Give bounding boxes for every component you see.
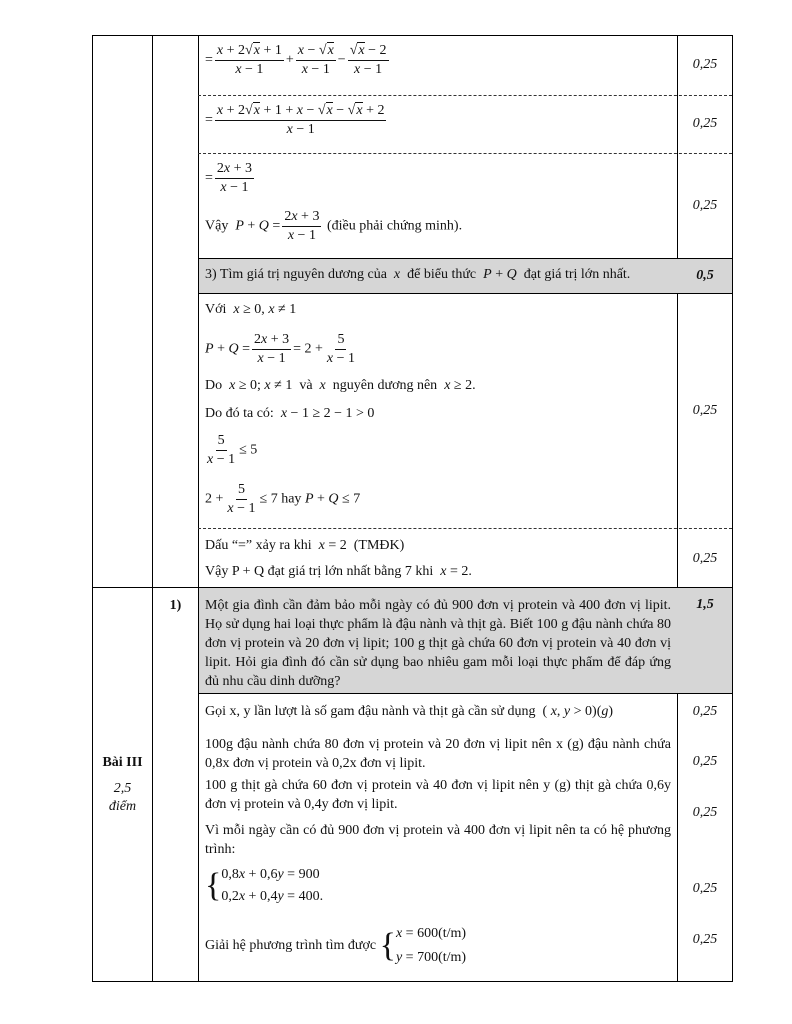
- score: 0,25: [692, 551, 718, 566]
- conclusion-line: Vậy P + Q = $\frac{2x + 3}{x - 1}$ (điều phải chứng minh).: [205, 209, 463, 243]
- hence-label: Do đó ta có:: [205, 406, 274, 421]
- expr-p-plus-q: P + Q = $\frac{2x + 3}{x - 1}$ = 2 + $\frac{5}{x - 1}$: [205, 332, 356, 366]
- question-prefix: 3) Tìm giá trị nguyên dương của: [205, 267, 387, 282]
- row-divider: [198, 693, 732, 694]
- table-border-top: [92, 35, 733, 36]
- solution-line: Giải hệ phương trình tìm được {x = 600(t/m) y = 700(t/m): [205, 926, 467, 965]
- conclusion-prefix: Vậy: [205, 218, 229, 234]
- row-divider: [198, 153, 732, 154]
- step5-text: Giải hệ phương trình tìm được: [205, 938, 377, 954]
- condition-line: Với x ≥ 0, x ≠ 1: [205, 302, 297, 317]
- row-divider: [198, 528, 732, 529]
- score: 0,25: [692, 932, 718, 947]
- score: 0,25: [692, 57, 718, 72]
- question-3: 3) Tìm giá trị nguyên dương của x để biểu thức P + Q đạt giá trị lớn nhất.: [205, 267, 631, 282]
- since-suffix: nguyên dương nên: [332, 378, 438, 393]
- ineq-fraction: $\frac{5}{x - 1}$ ≤ 5: [207, 433, 258, 467]
- ineq-sum: 2 + $\frac{5}{x - 1}$ ≤ 7 hay P + Q ≤ 7: [205, 482, 361, 516]
- step4-text: Vì mỗi ngày cần có đủ 900 đơn vị protein và 400 đơn vị lipit nên ta có hệ phương trình:: [205, 823, 671, 857]
- conclusion-suffix: (điều phải chứng minh).: [326, 218, 463, 234]
- hence-line: Do đó ta có: x − 1 ≥ 2 − 1 > 0: [205, 406, 375, 421]
- table-border-right: [732, 35, 733, 982]
- score: 0,5: [696, 268, 714, 283]
- expr-sum-fractions: = $\frac{x + 2√x + 1}{x - 1}$ + $\frac{x - √x}{x - 1}$ − $\frac{√x - 2}{x - 1}$: [205, 43, 387, 77]
- table-border-col2: [152, 35, 153, 982]
- score: 0,25: [692, 403, 718, 418]
- final-line: Vậy P + Q đạt giá trị lớn nhất bằng 7 khi x = 2.: [205, 564, 472, 579]
- left-brace: {: [205, 867, 222, 904]
- since-line: Do x ≥ 0; x ≠ 1 và x nguyên dương nên x ≥ 2.: [205, 378, 476, 393]
- step3-text: 100 g thịt gà chứa 60 đơn vị protein và 40 đơn vị lipit nên y (g) thịt gà chứa 0,6y đơn vị protein và 0,4y đơn vị lipit.: [205, 778, 671, 812]
- question-suffix: đạt giá trị lớn nhất.: [523, 267, 631, 282]
- since-prefix: Do: [205, 378, 223, 393]
- expr-combined-fraction: = $\frac{x + 2√x + 1 + x - √x - √x + 2}{x - 1}$: [205, 103, 385, 137]
- step1-text: Gọi x, y lần lượt là số gam đậu nành và thịt gà cần sử dụng: [205, 704, 536, 719]
- equation-system: {0,8x + 0,6y = 900 0,2x + 0,4y = 400.: [205, 867, 324, 904]
- row-divider: [198, 293, 732, 294]
- problem-text: Một gia đình cần đảm bảo mỗi ngày có đủ 900 đơn vị protein và 400 đơn vị lipit. Họ sử dụng hai loại thực phẩm là đậu nành và thịt gà. Biết 100 g đậu nành chứa 80 đơn vị protein và 20 đơn vị lipit; 100 g thịt gà chứa 60 đơn vị protein và 40 đơn vị lipit. Hỏi gia đình đó cần sử dụng bao nhiêu gam mỗi loại thực phẩm để đáp ứng đủ nhu cầu dinh dưỡng?: [205, 598, 671, 689]
- table-border-left: [92, 35, 93, 982]
- left-brace: {: [379, 927, 396, 964]
- row-divider: [198, 95, 732, 96]
- score: 0,25: [692, 198, 718, 213]
- table-border-col4: [677, 35, 678, 982]
- score: 0,25: [692, 881, 718, 896]
- equality-line: Dấu “=” xảy ra khi x = 2 (TMĐK): [205, 538, 405, 553]
- question-mid: để biểu thức: [407, 267, 477, 282]
- score: 0,25: [692, 754, 718, 769]
- item-number: 1): [169, 598, 182, 613]
- equality-prefix: Dấu “=” xảy ra khi: [205, 538, 312, 553]
- with-label: Với: [205, 302, 227, 317]
- since-and: và: [299, 378, 313, 393]
- step1-line: Gọi x, y lần lượt là số gam đậu nành và thịt gà cần sử dụng ( x, y > 0)(g): [205, 704, 614, 719]
- section-points-unit: điểm: [108, 799, 137, 814]
- section-name: Bài III: [102, 755, 143, 770]
- expr-simplified: = $\frac{2x + 3}{x - 1}$: [205, 161, 253, 195]
- score: 0,25: [692, 704, 718, 719]
- table-border-col3: [198, 35, 199, 982]
- step2-text: 100g đậu nành chứa 80 đơn vị protein và 20 đơn vị lipit nên x (g) đậu nành chứa 0,8x đơn vị protein và 0,2x đơn vị lipit.: [205, 737, 671, 771]
- final-text: Vậy P + Q đạt giá trị lớn nhất bằng 7 khi: [205, 564, 434, 579]
- table-border-bottom: [92, 981, 733, 982]
- equality-suffix: (TMĐK): [353, 538, 405, 553]
- score: 0,25: [692, 116, 718, 131]
- score: 0,25: [692, 805, 718, 820]
- score: 1,5: [696, 597, 714, 612]
- section-points: 2,5: [113, 781, 132, 796]
- or-label: hay: [281, 491, 302, 507]
